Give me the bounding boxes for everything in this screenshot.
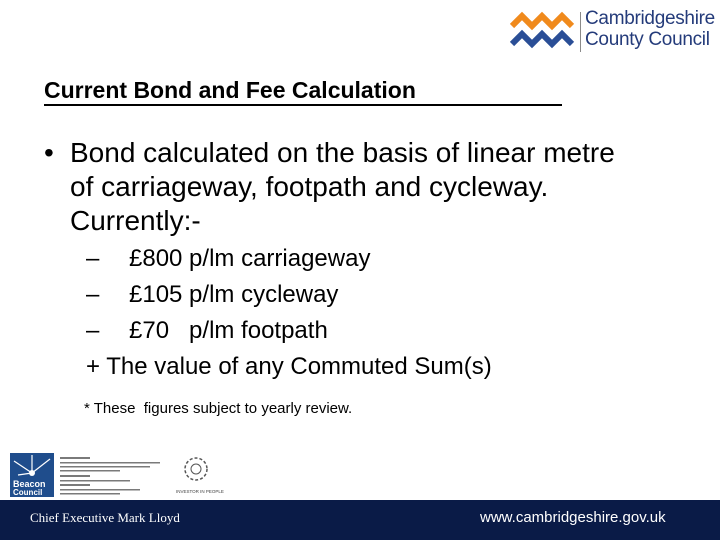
iip-label: INVESTOR IN PEOPLE <box>176 489 224 494</box>
sub-item <box>86 244 370 274</box>
logo-divider <box>580 12 581 52</box>
slide-title: Current Bond and Fee Calculation <box>44 77 416 103</box>
footnote: * These figures subject to yearly review. <box>84 400 353 417</box>
sub-item-dash: – <box>86 317 100 344</box>
commuted-sum-line: + The value of any Commuted Sum(s) <box>86 353 492 380</box>
council-name-line2: County Council <box>585 29 710 50</box>
council-logo-wave-icon <box>510 10 576 52</box>
footer-website-link[interactable]: www.cambridgeshire.gov.uk <box>480 509 666 526</box>
sub-item-text: £70 p/lm footpath <box>129 317 328 344</box>
council-logo <box>510 8 715 54</box>
bullet-mark: • <box>44 137 54 168</box>
title-underline <box>44 104 562 106</box>
beacon-council-badge <box>10 453 170 497</box>
sub-item <box>86 280 338 310</box>
footer-chief-executive: Chief Executive Mark Lloyd <box>30 510 180 525</box>
bullet-text: Bond calculated on the basis of linear metre of carriageway, footpath and cycleway. Currently:- <box>70 137 615 236</box>
beacon-word2: Council <box>13 488 43 497</box>
sub-item-text: £105 p/lm cycleway <box>129 281 339 308</box>
council-name-line1: Cambridgeshire <box>585 8 715 29</box>
sub-item-dash: – <box>86 245 100 272</box>
sub-item <box>86 316 328 346</box>
council-name <box>585 8 715 50</box>
sub-item-text: £800 p/lm carriageway <box>129 245 371 272</box>
investor-in-people-badge <box>176 455 228 497</box>
sub-item-dash: – <box>86 281 100 308</box>
beacon-word1: Beacon <box>13 479 46 489</box>
